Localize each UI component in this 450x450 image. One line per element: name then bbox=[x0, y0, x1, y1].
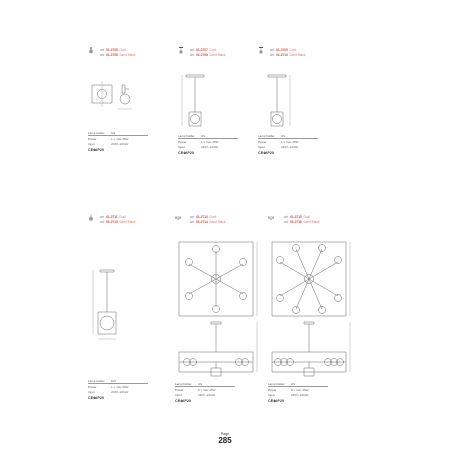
spec-table: Lamp holder G9 Power 6 x max 25W Input 220V~240Hz bbox=[175, 382, 235, 397]
spec-table: Lamp holder G9 Power 8 x max 25W Input 220V~240Hz bbox=[268, 382, 328, 397]
technical-drawing bbox=[258, 72, 298, 132]
spec-table: Lamp holder G9 Power 1 x max 25W Input 220V~240Hz bbox=[258, 134, 318, 149]
spec-table: Lamp holder E27 Power 1 x max 60W Input 220V~240Hz bbox=[88, 379, 148, 394]
article-code: 01-2715 bbox=[290, 215, 302, 219]
product-thumbnail bbox=[258, 47, 264, 54]
product-thumbnail bbox=[88, 47, 94, 54]
spec-table: Lamp holder G9 Power 1 x max 25W Input 220V~240Hz bbox=[178, 134, 238, 149]
article-code: 01-2710 bbox=[276, 52, 288, 57]
article-code: 01-2708 bbox=[196, 52, 208, 57]
technical-drawing bbox=[175, 238, 265, 378]
article-code: 01-2709 bbox=[276, 48, 288, 52]
certification-marks: CE⊛IP20 bbox=[175, 399, 192, 403]
product-thumbnail bbox=[268, 214, 274, 221]
article-codes: art. 01-2715 Gold art. 01-2716 Sand Black bbox=[284, 215, 320, 224]
article-code: 01-2706 bbox=[106, 52, 118, 57]
certification-marks: CE⊛IP20 bbox=[88, 148, 105, 152]
page-number: 285 bbox=[218, 436, 232, 445]
product-panel-3 bbox=[258, 47, 368, 217]
product-thumbnail bbox=[88, 214, 94, 221]
article-code: 01-2711 bbox=[106, 215, 118, 219]
technical-drawing bbox=[268, 238, 358, 378]
article-codes: art. 01-2711 Gold art. 01-2712 Sand Black bbox=[100, 215, 136, 224]
technical-drawing bbox=[178, 72, 218, 132]
certification-marks: CE⊛IP20 bbox=[268, 399, 285, 403]
article-code: 01-2712 bbox=[106, 219, 118, 224]
article-code: 01-2716 bbox=[290, 219, 302, 224]
page-label: Page bbox=[220, 432, 230, 436]
article-code: 01-2714 bbox=[196, 219, 208, 224]
article-code: 01-2705 bbox=[106, 48, 118, 52]
product-thumbnail bbox=[175, 214, 181, 221]
article-codes: art. 01-2705 Gold art. 01-2706 Sand Black bbox=[100, 48, 136, 57]
certification-marks: CE⊛IP20 bbox=[88, 396, 105, 400]
article-code: 01-2707 bbox=[196, 48, 208, 52]
certification-marks: CE⊛IP20 bbox=[258, 151, 275, 155]
spec-table: Lamp holder G9 Power 1 x max 25W Input 220V~240Hz bbox=[88, 131, 148, 146]
product-thumbnail bbox=[178, 47, 184, 54]
article-code: 01-2713 bbox=[196, 215, 208, 219]
technical-drawing bbox=[88, 264, 128, 354]
technical-drawing bbox=[88, 77, 138, 117]
article-codes: art. 01-2713 Gold art. 01-2714 Sand Black bbox=[190, 215, 226, 224]
product-panel-6 bbox=[268, 214, 378, 403]
article-codes: art. 01-2707 Gold art. 01-2708 Sand Black bbox=[190, 48, 226, 57]
certification-marks: CE⊛IP20 bbox=[178, 151, 195, 155]
article-codes: art. 01-2709 Gold art. 01-2710 Sand Black bbox=[270, 48, 306, 57]
